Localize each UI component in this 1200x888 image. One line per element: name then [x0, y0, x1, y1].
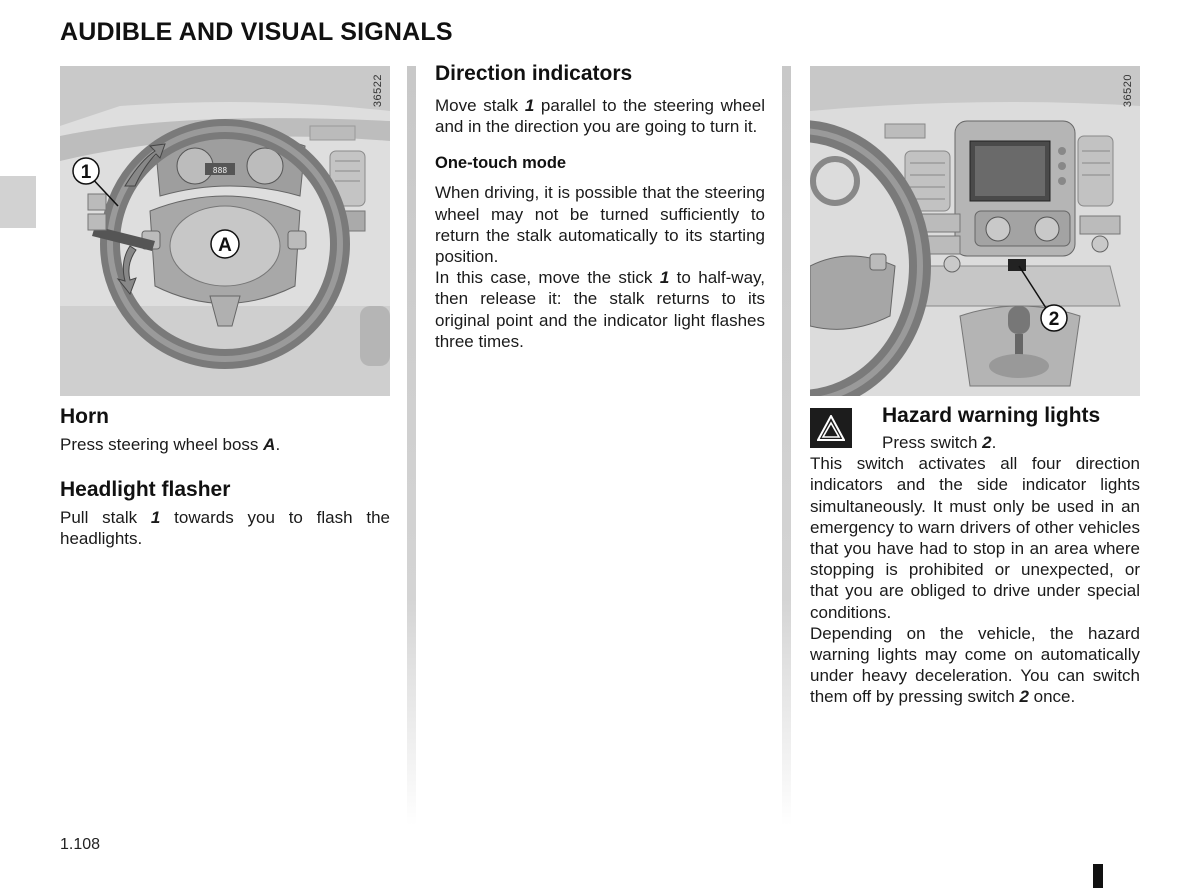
- one-touch-text-2: In this case, move the stick 1 to half-way, then release it: the stalk returns to its original point and the indicator light flashes three times.: [435, 268, 766, 351]
- dashboard-figure: [810, 66, 1140, 396]
- hazard-body-text-2: Depending on the vehicle, the hazard warning lights may come on automatically under heavy deceleration. You can switch them off by pressing switch 2 once.: [810, 623, 1140, 707]
- column-middle: [435, 60, 765, 352]
- dashboard-illustration: [810, 66, 1140, 396]
- direction-indicators-heading: Direction indicators: [435, 62, 633, 85]
- callout-boss-label: A: [218, 235, 232, 256]
- column-right: [810, 66, 1140, 708]
- figure-id: 36520: [1122, 74, 1134, 108]
- page-title: AUDIBLE AND VISUAL SIGNALS: [60, 18, 453, 46]
- svg-text:888: 888: [212, 166, 228, 175]
- figure-id: 36522: [372, 74, 384, 108]
- column-left: [60, 66, 390, 550]
- hazard-warning-icon: [810, 408, 852, 448]
- column-divider: [782, 66, 791, 826]
- hazard-press-text: Press switch 2.: [882, 433, 997, 452]
- reference-stalk: 1: [150, 508, 161, 528]
- hazard-heading: Hazard warning lights: [882, 404, 1101, 427]
- horn-text: Press steering wheel boss A.: [60, 435, 281, 454]
- headlight-flasher-heading: Headlight flasher: [60, 478, 231, 502]
- reference-boss: A: [263, 435, 276, 454]
- headlight-flasher-text: Pull stalk 1 towards you to flash the headlights.: [60, 508, 391, 549]
- callout-switch-label: 2: [1048, 309, 1060, 330]
- page-number: 1.108: [60, 836, 101, 853]
- chapter-tab: [0, 176, 36, 228]
- section-marker: [1093, 864, 1103, 888]
- hazard-body-text: This switch activates all four direction indicators and the side indicator lights simultaneously. It must only be used in an emergency to warn drivers of other vehicles that you have had to stop in an area where stopping is prohibited or unexpected, or that you are obliged to drive under special conditions.: [810, 454, 1140, 622]
- horn-heading: Horn: [60, 405, 109, 428]
- reference-stalk: 1: [524, 96, 535, 115]
- hazard-section: [810, 402, 1140, 708]
- one-touch-heading: One-touch mode: [435, 154, 567, 173]
- one-touch-text: When driving, it is possible that the steering wheel may not be turned sufficiently to return the stalk automatically to its starting position.: [435, 183, 765, 267]
- reference-switch: 2: [1019, 687, 1029, 707]
- callout-stalk-label: 1: [80, 162, 92, 183]
- steering-wheel-illustration: [60, 66, 390, 396]
- column-divider: [407, 66, 416, 826]
- reference-stalk: 1: [659, 268, 670, 288]
- reference-switch: 2: [982, 433, 992, 452]
- direction-indicators-text: Move stalk 1 parallel to the steering wheel and in the direction you are going to turn it.: [435, 96, 765, 137]
- steering-wheel-figure: [60, 66, 390, 396]
